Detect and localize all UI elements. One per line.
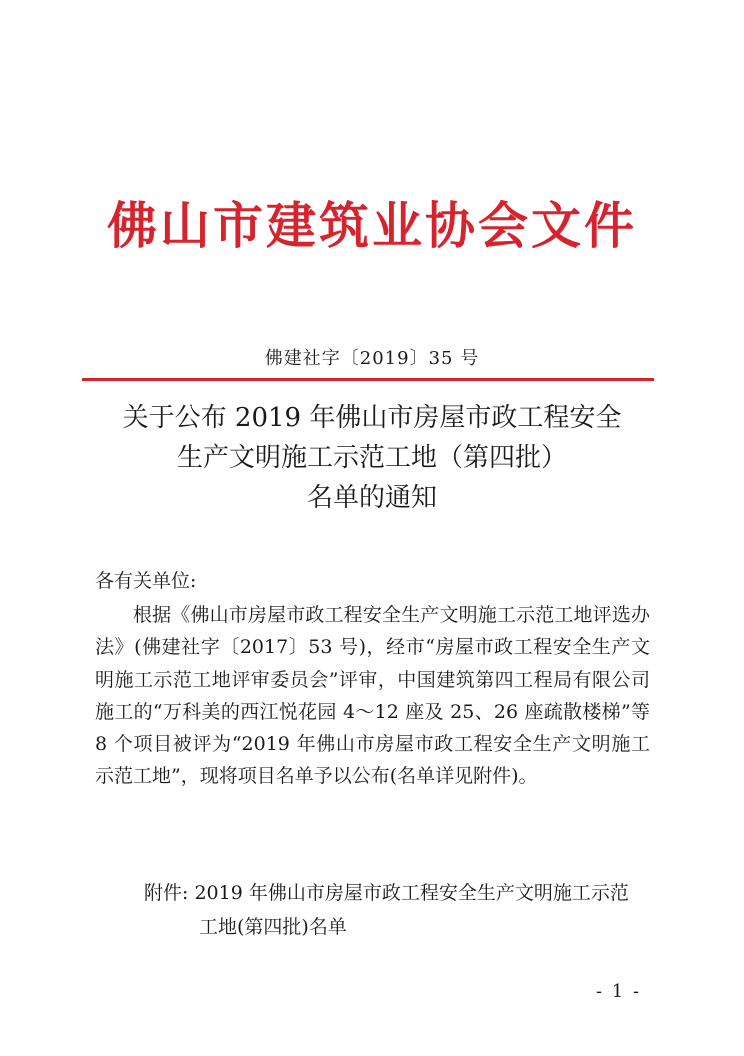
document-number: 佛建社字〔2019〕35 号 (264, 348, 480, 369)
attachment-line-1: 2019 年佛山市房屋市政工程安全生产文明施工示范 (194, 882, 629, 904)
title-line-2: 生产文明施工示范工地（第四批） (176, 443, 567, 473)
salutation: 各有关单位: (95, 570, 197, 592)
red-divider-line (82, 378, 654, 381)
attachment-note (144, 876, 654, 944)
notice-title (0, 398, 744, 518)
page-number: - 1 - (596, 981, 642, 1002)
attachment-label: 附件: (144, 882, 189, 904)
title-line-1: 关于公布 2019 年佛山市房屋市政工程安全 (122, 403, 622, 433)
title-line-3: 名单的通知 (306, 483, 437, 513)
letterhead-title: 佛山市建筑业协会文件 (107, 196, 637, 255)
body-paragraph: 根据《佛山市房屋市政工程安全生产文明施工示范工地评选办法》(佛建社字〔2017〕53 号)，经市“房屋市政工程安全生产文明施工示范工地评审委员会”评审，中国建筑第四工程局有限公司施工的“万科美的西江悦花园 4～12 座及 25、26 座疏散楼梯”等 8 个项目被评为“2019 年佛山市房屋市政工程安全生产文明施工示范工地”，现将项目名单予以公布(名单详见附件)。 (95, 604, 650, 788)
attachment-line-2: 工地(第四批)名单 (199, 916, 347, 938)
